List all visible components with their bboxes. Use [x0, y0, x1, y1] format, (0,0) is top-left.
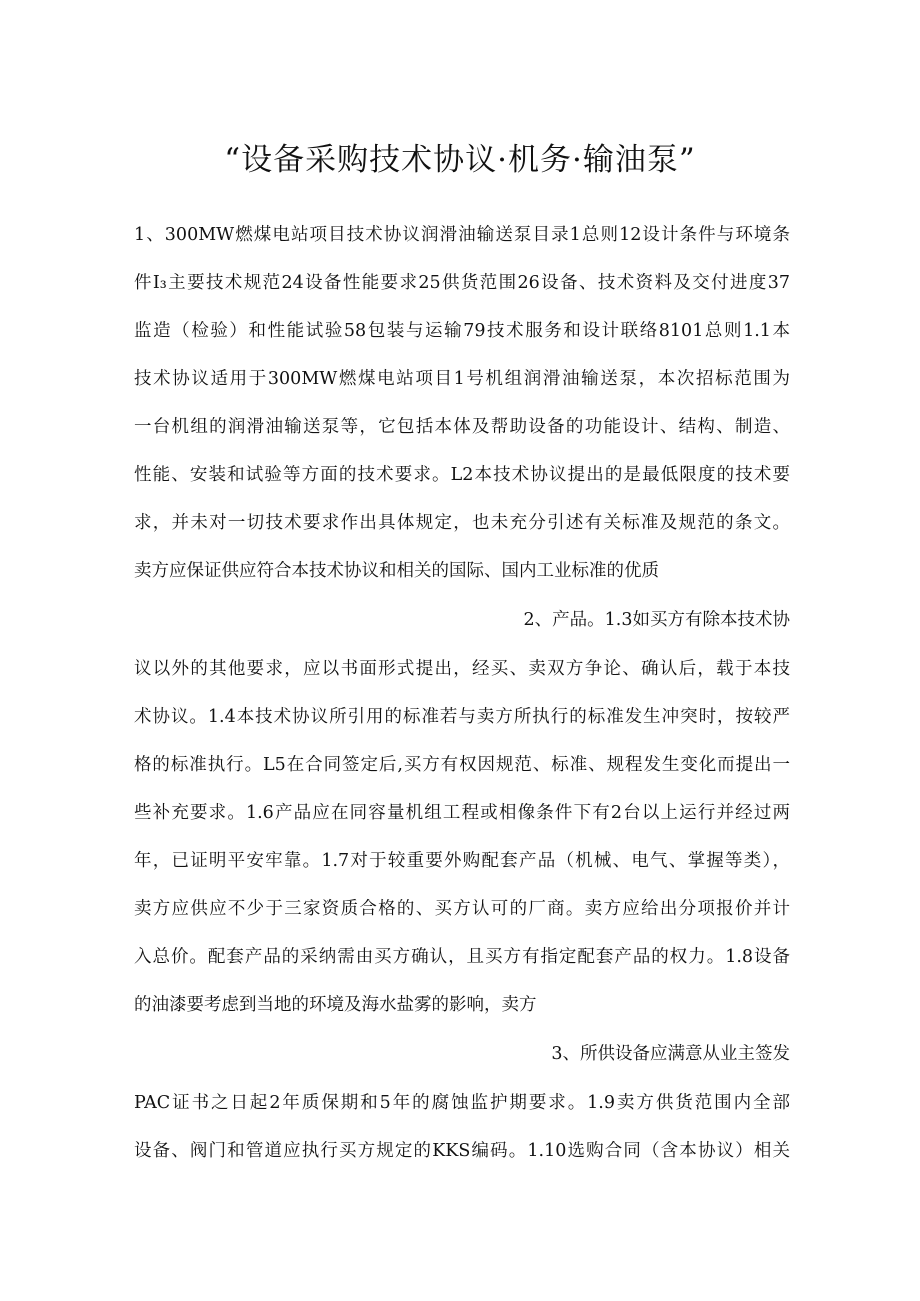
text-line-13: 些补充要求。1.6产品应在同容量机组工程或相像条件下有2台以上运行并经过两	[134, 803, 790, 823]
text-line-16: 入总价。配套产品的采纳需由买方确认，且买方有指定配套产品的权力。1.8设备	[134, 947, 790, 967]
text-line-6: 性能、安装和试验等方面的技术要求。L2本技术协议提出的是最低限度的技术要	[134, 465, 790, 485]
text-line-5: 一台机组的润滑油输送泵等，它包括本体及帮助设备的功能设计、结构、制造、	[134, 417, 790, 437]
text-line-8: 卖方应保证供应符合本技术协议和相关的国际、国内工业标准的优质	[134, 561, 659, 581]
text-line-4: 技术协议适用于300MW燃煤电站项目1号机组润滑油输送泵，本次招标范围为	[134, 369, 790, 389]
section-heading-3: 3、所供设备应满意从业主签发	[551, 1044, 790, 1064]
section-heading-2: 2、产品。1.3如买方有除本技术协	[523, 610, 790, 630]
text-line-2: 件I₃主要技术规范24设备性能要求25供货范围26设备、技术资料及交付进度37	[134, 273, 790, 293]
text-line-11: 术协议。1.4本技术协议所引用的标准若与卖方所执行的标准发生冲突时，按较严	[134, 707, 790, 727]
text-line-14: 年，已证明平安牢靠。1.7对于较重要外购配套产品（机械、电气、掌握等类），	[134, 851, 790, 871]
text-line-17: 的油漆要考虑到当地的环境及海水盐雾的影响，卖方	[134, 995, 537, 1015]
text-line-3: 监造（检验）和性能试验58包装与运输79技术服务和设计联络8101总则1.1本	[134, 321, 790, 341]
text-line-7: 求，并未对一切技术要求作出具体规定，也未充分引述有关标准及规范的条文。	[134, 513, 790, 533]
text-line-1: 1、300MW燃煤电站项目技术协议润滑油输送泵目录1总则12设计条件与环境条	[134, 225, 790, 245]
text-line-20: 设备、阀门和管道应执行买方规定的KKS编码。1.10选购合同（含本协议）相关	[134, 1141, 790, 1161]
text-line-12: 格的标准执行。L5在合同签定后,买方有权因规范、标准、规程发生变化而提出一	[134, 755, 790, 775]
text-line-10: 议以外的其他要求，应以书面形式提出，经买、卖双方争论、确认后，载于本技	[134, 659, 790, 679]
text-line-19: PAC证书之日起2年质保期和5年的腐蚀监护期要求。1.9卖方供货范围内全部	[134, 1093, 790, 1113]
document-title: “设备采购技术协议·机务·输油泵”	[224, 142, 696, 178]
text-line-15: 卖方应供应不少于三家资质合格的、买方认可的厂商。卖方应给出分项报价并计	[134, 899, 790, 919]
